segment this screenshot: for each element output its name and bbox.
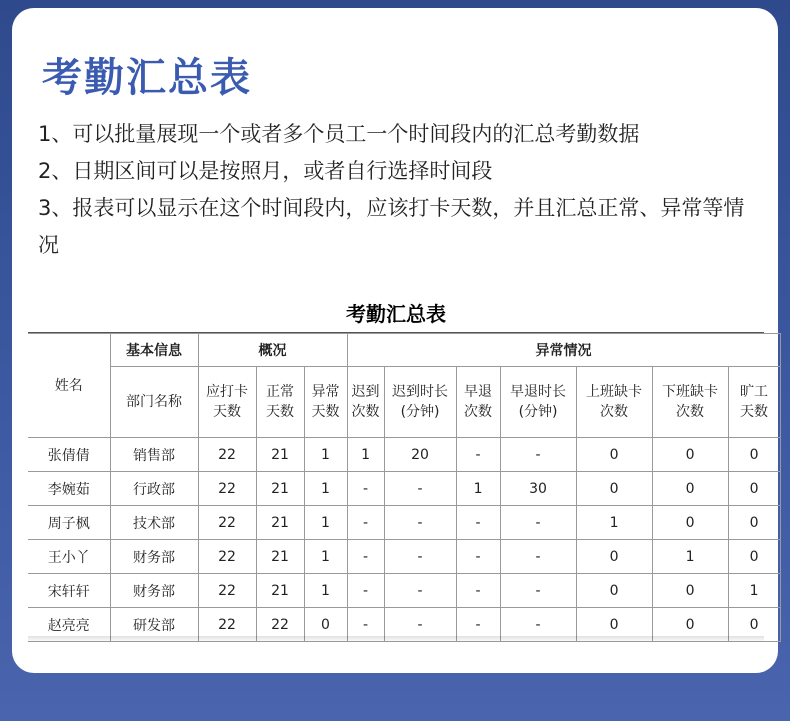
header-abnormal: 异常情况 [347,334,780,367]
header-basic-info: 基本信息 [110,334,198,367]
column-header: 早退时长 (分钟) [500,367,576,438]
table-cell: 1 [652,540,728,574]
table-cell: - [347,608,384,642]
table-cell: 0 [728,540,780,574]
employee-name-cell: 赵亮亮 [28,608,110,642]
table-row [28,472,780,506]
table-shadow [28,636,764,642]
table-cell: 财务部 [110,574,198,608]
table-cell: - [456,574,500,608]
table-cell: 30 [500,472,576,506]
table-cell: - [384,506,456,540]
table-cell: 0 [576,472,652,506]
column-header: 部门名称 [110,367,198,438]
table-cell: - [384,574,456,608]
table-cell: 22 [198,472,256,506]
table-cell: 1 [347,438,384,472]
table-cell: 0 [576,438,652,472]
table-cell: 0 [652,438,728,472]
table-cell: 0 [652,506,728,540]
table-cell: - [500,608,576,642]
table-cell: 1 [304,540,347,574]
table-cell: - [456,506,500,540]
table-cell: 财务部 [110,540,198,574]
table-cell: - [384,472,456,506]
table-cell: - [384,608,456,642]
table-cell: 0 [728,506,780,540]
table-cell: - [384,540,456,574]
table-cell: 22 [198,540,256,574]
table-group-header-row [28,334,780,367]
table-cell: - [347,506,384,540]
table-cell: 0 [728,438,780,472]
table-cell: 0 [652,472,728,506]
description-point: 2、日期区间可以是按照月，或者自行选择时间段 [38,159,493,183]
table-cell: 0 [652,574,728,608]
column-header: 迟到时长 (分钟) [384,367,456,438]
attendance-table-panel [28,296,769,636]
description-point: 3、报表可以显示在这个时间段内，应该打卡天数，并且汇总正常、异常等情况 [38,196,745,257]
table-cell: - [347,540,384,574]
table-cell: 0 [304,608,347,642]
column-header: 迟到 次数 [347,367,384,438]
table-cell: 21 [256,574,304,608]
table-cell: 行政部 [110,472,198,506]
header-overview: 概况 [198,334,347,367]
employee-name-cell: 李婉茹 [28,472,110,506]
table-cell: 0 [576,608,652,642]
table-cell: 22 [198,608,256,642]
column-header: 旷工 天数 [728,367,780,438]
table-cell: 21 [256,438,304,472]
table-cell: 技术部 [110,506,198,540]
column-header: 上班缺卡 次数 [576,367,652,438]
header-name: 姓名 [28,334,110,438]
table-cell: 1 [304,506,347,540]
table-cell: 1 [576,506,652,540]
page-title: 考勤汇总表 [42,55,252,101]
table-cell: 0 [576,574,652,608]
column-header: 早退 次数 [456,367,500,438]
table-row [28,540,780,574]
description-point: 1、可以批量展现一个或者多个员工一个时间段内的汇总考勤数据 [38,122,640,146]
table-column-header-row [28,367,780,438]
table-body [28,438,780,642]
table-cell: - [347,574,384,608]
column-header: 异常 天数 [304,367,347,438]
table-cell: - [500,438,576,472]
employee-name-cell: 周子枫 [28,506,110,540]
table-cell: 1 [728,574,780,608]
table-cell: 1 [456,472,500,506]
table-cell: 0 [576,540,652,574]
table-cell: - [500,574,576,608]
column-header: 正常 天数 [256,367,304,438]
table-row [28,574,780,608]
table-cell: 22 [198,506,256,540]
table-cell: 22 [198,574,256,608]
table-cell: 22 [256,608,304,642]
attendance-summary-table [28,333,781,642]
table-cell: 1 [304,574,347,608]
content-card [12,8,778,673]
table-cell: 21 [256,506,304,540]
table-cell: 1 [304,472,347,506]
table-cell: 0 [728,472,780,506]
description-list [38,116,758,264]
table-cell: 0 [728,608,780,642]
column-header: 下班缺卡 次数 [652,367,728,438]
table-cell: 销售部 [110,438,198,472]
table-cell: - [456,608,500,642]
table-cell: 21 [256,540,304,574]
column-header: 应打卡 天数 [198,367,256,438]
table-cell: 1 [304,438,347,472]
table-cell: 22 [198,438,256,472]
table-cell: - [500,506,576,540]
employee-name-cell: 王小丫 [28,540,110,574]
table-cell: 研发部 [110,608,198,642]
table-cell: - [456,438,500,472]
employee-name-cell: 宋轩轩 [28,574,110,608]
employee-name-cell: 张倩倩 [28,438,110,472]
table-cell: - [500,540,576,574]
table-title: 考勤汇总表 [28,296,764,333]
table-cell: - [347,472,384,506]
table-cell: - [456,540,500,574]
table-cell: 21 [256,472,304,506]
table-cell: 20 [384,438,456,472]
table-cell: 0 [652,608,728,642]
table-row [28,506,780,540]
table-row [28,438,780,472]
